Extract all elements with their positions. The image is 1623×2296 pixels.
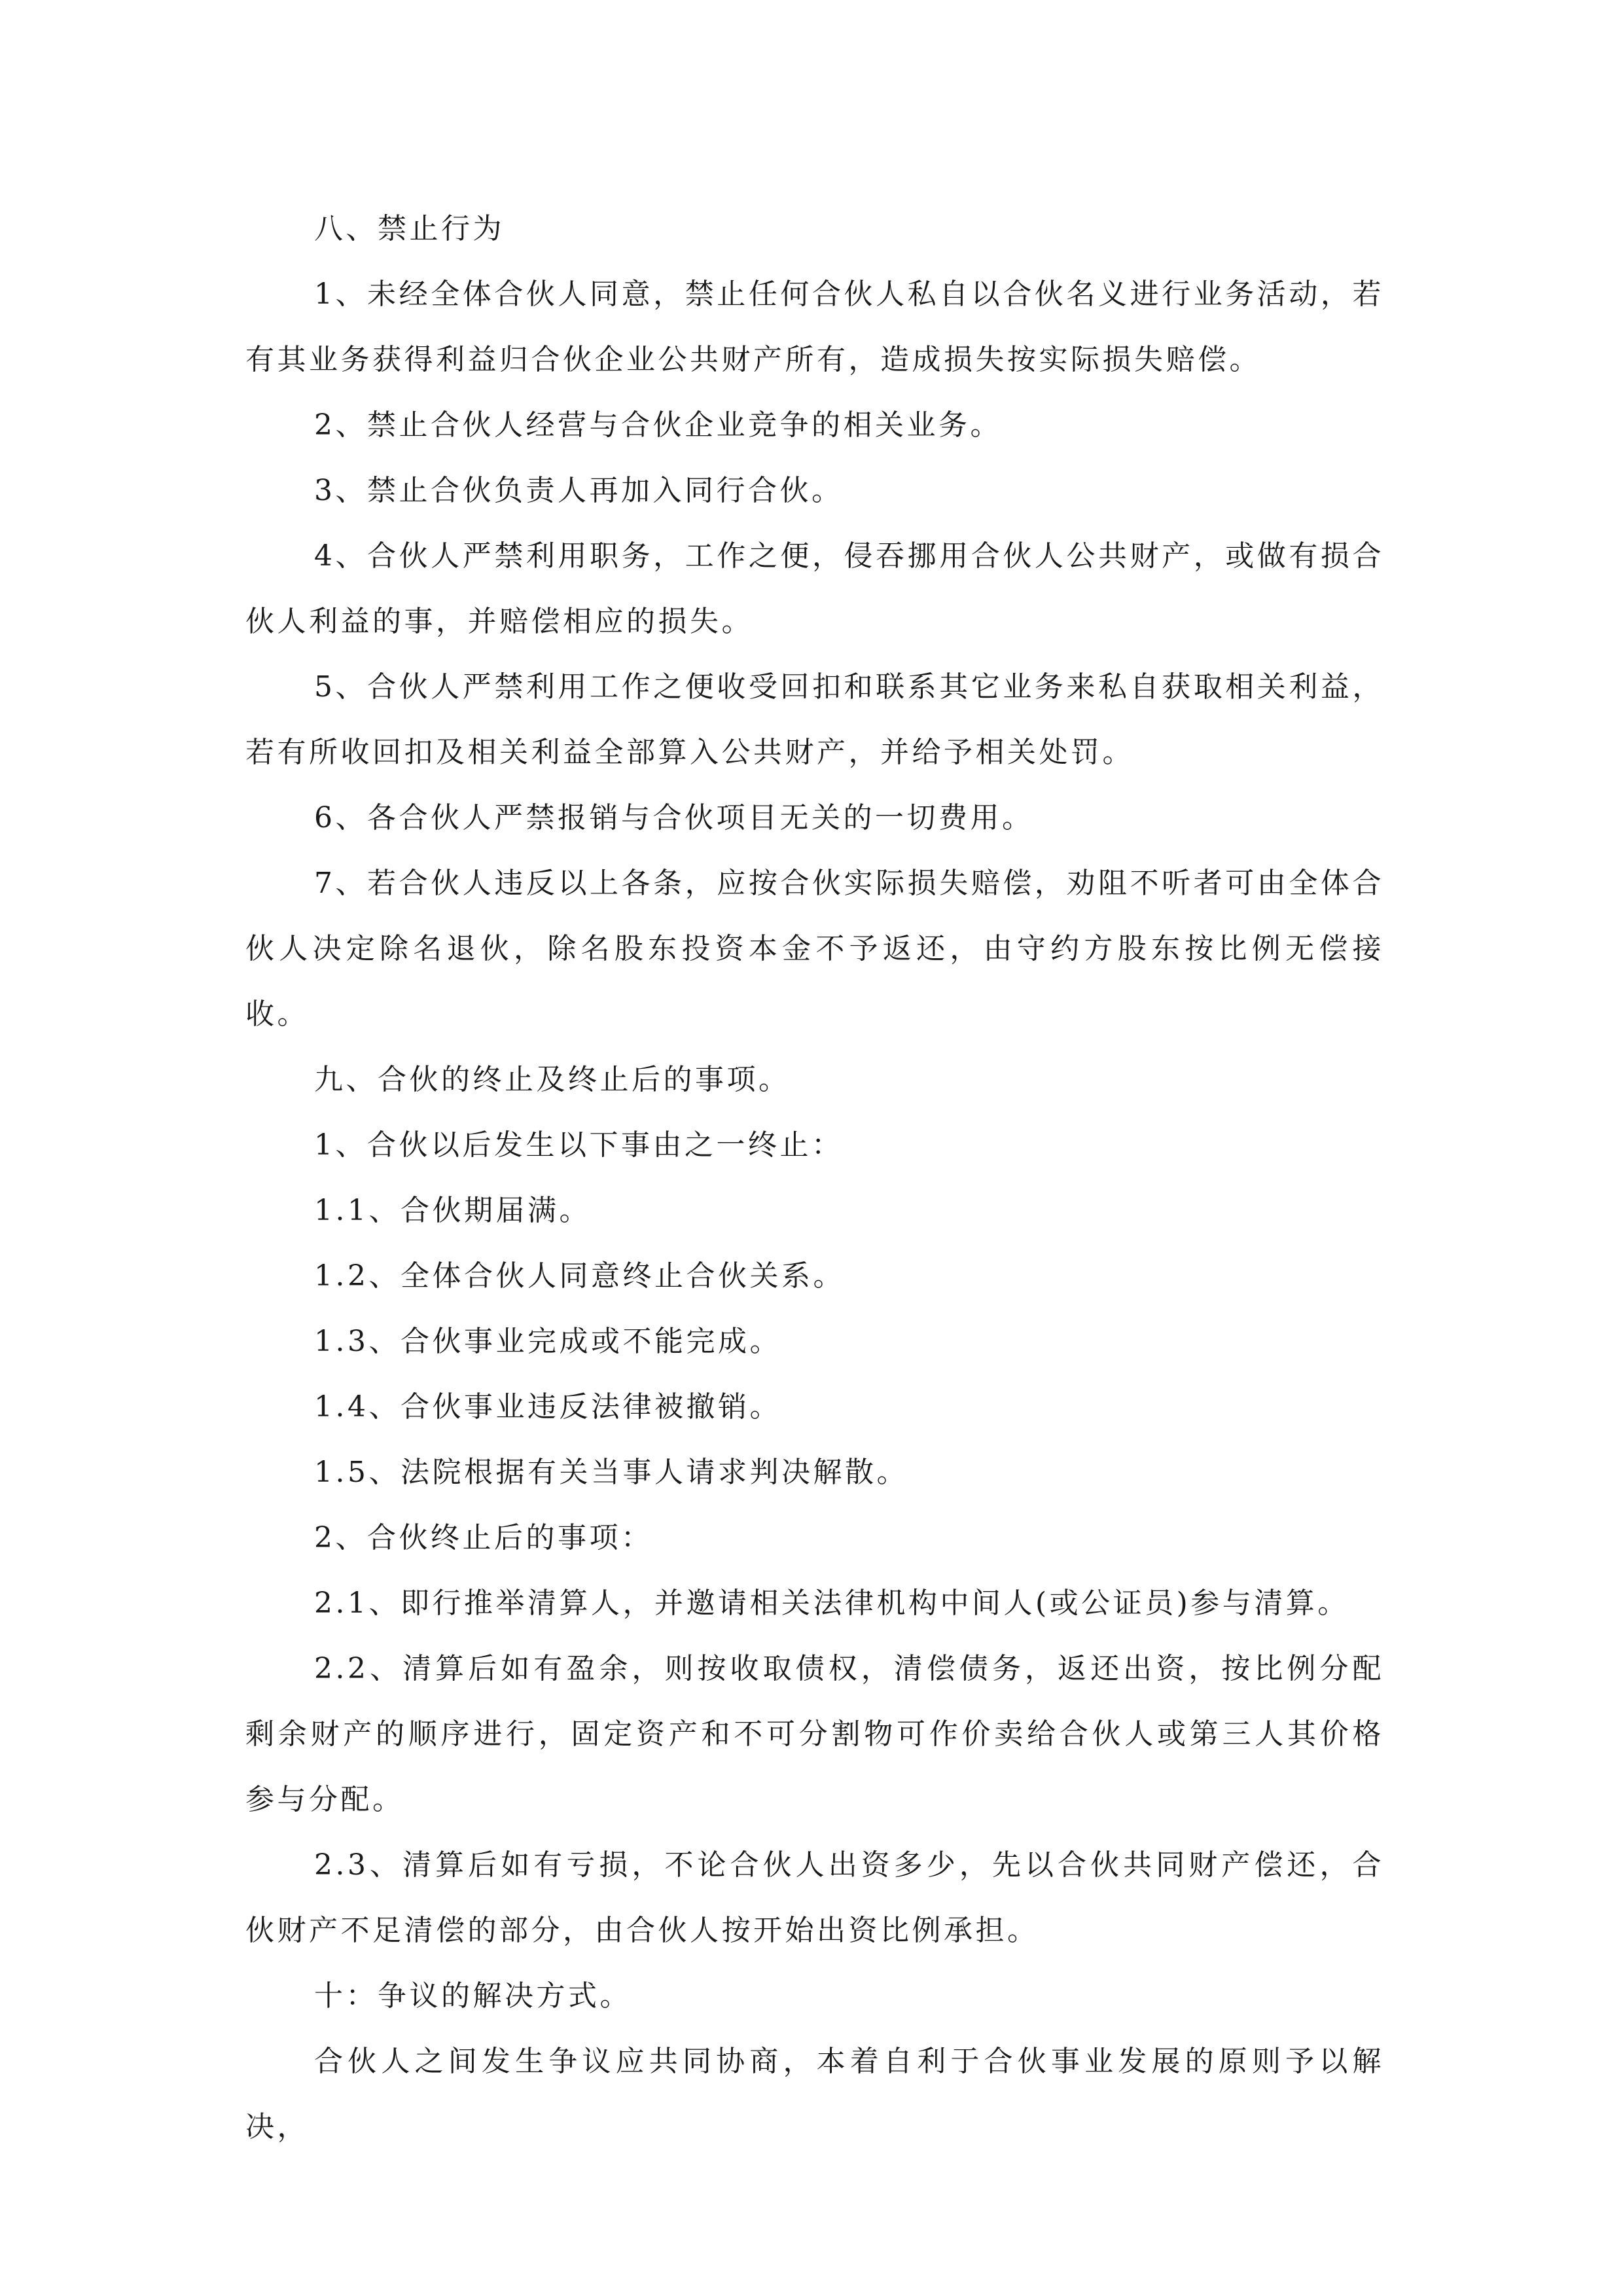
clause-8-5: 5、合伙人严禁利用工作之便收受回扣和联系其它业务来私自获取相关利益，若有所收回扣及相关利益全部算入公共财产，并给予相关处罚。 bbox=[245, 670, 1384, 769]
clause-9-1: 1、合伙以后发生以下事由之一终止： bbox=[314, 1128, 844, 1162]
section-heading-prohibited-conduct: 八、禁止行为 bbox=[314, 212, 505, 245]
clause-8-1: 1、未经全体合伙人同意，禁止任何合伙人私自以合伙名义进行业务活动，若有其业务获得利益归合伙企业公共财产所有，造成损失按实际损失赔偿。 bbox=[245, 278, 1384, 376]
clause-8-2: 2、禁止合伙人经营与合伙企业竞争的相关业务。 bbox=[314, 408, 1002, 442]
clause-8-3: 3、禁止合伙负责人再加入同行合伙。 bbox=[314, 474, 844, 507]
clause-9-2: 2、合伙终止后的事项： bbox=[314, 1521, 653, 1554]
clause-9-1-4: 1.4、合伙事业违反法律被撤销。 bbox=[314, 1390, 781, 1424]
section-heading-termination: 九、合伙的终止及终止后的事项。 bbox=[314, 1063, 791, 1096]
clause-9-2-3: 2.3、清算后如有亏损，不论合伙人出资多少，先以合伙共同财产偿还，合伙财产不足清偿的部分，由合伙人按开始出资比例承担。 bbox=[245, 1848, 1384, 1947]
clause-9-1-5: 1.5、法院根据有关当事人请求判决解散。 bbox=[314, 1456, 908, 1489]
section-heading-dispute-resolution: 十：争议的解决方式。 bbox=[314, 1979, 632, 2013]
clause-9-1-1: 1.1、合伙期届满。 bbox=[314, 1194, 591, 1227]
clause-8-7: 7、若合伙人违反以上各条，应按合伙实际损失赔偿，劝阻不听者可由全体合伙人决定除名退伙，除名股东投资本金不予返还，由守约方股东按比例无偿接收。 bbox=[245, 867, 1384, 1031]
clause-10-1: 合伙人之间发生争议应共同协商，本着自利于合伙事业发展的原则予以解决， bbox=[245, 2045, 1384, 2144]
document-body bbox=[245, 196, 1384, 2160]
clause-8-6: 6、各合伙人严禁报销与合伙项目无关的一切费用。 bbox=[314, 801, 1034, 834]
clause-9-1-3: 1.3、合伙事业完成或不能完成。 bbox=[314, 1325, 781, 1358]
clause-8-4: 4、合伙人严禁利用职务，工作之便，侵吞挪用合伙人公共财产，或做有损合伙人利益的事，并赔偿相应的损失。 bbox=[245, 539, 1384, 638]
clause-9-2-1: 2.1、即行推举清算人，并邀请相关法律机构中间人(或公证员)参与清算。 bbox=[314, 1587, 1349, 1620]
clause-9-1-2: 1.2、全体合伙人同意终止合伙关系。 bbox=[314, 1259, 845, 1293]
clause-9-2-2: 2.2、清算后如有盈余，则按收取债权，清偿债务，返还出资，按比例分配剩余财产的顺序进行，固定资产和不可分割物可作价卖给合伙人或第三人其价格参与分配。 bbox=[245, 1652, 1384, 1816]
